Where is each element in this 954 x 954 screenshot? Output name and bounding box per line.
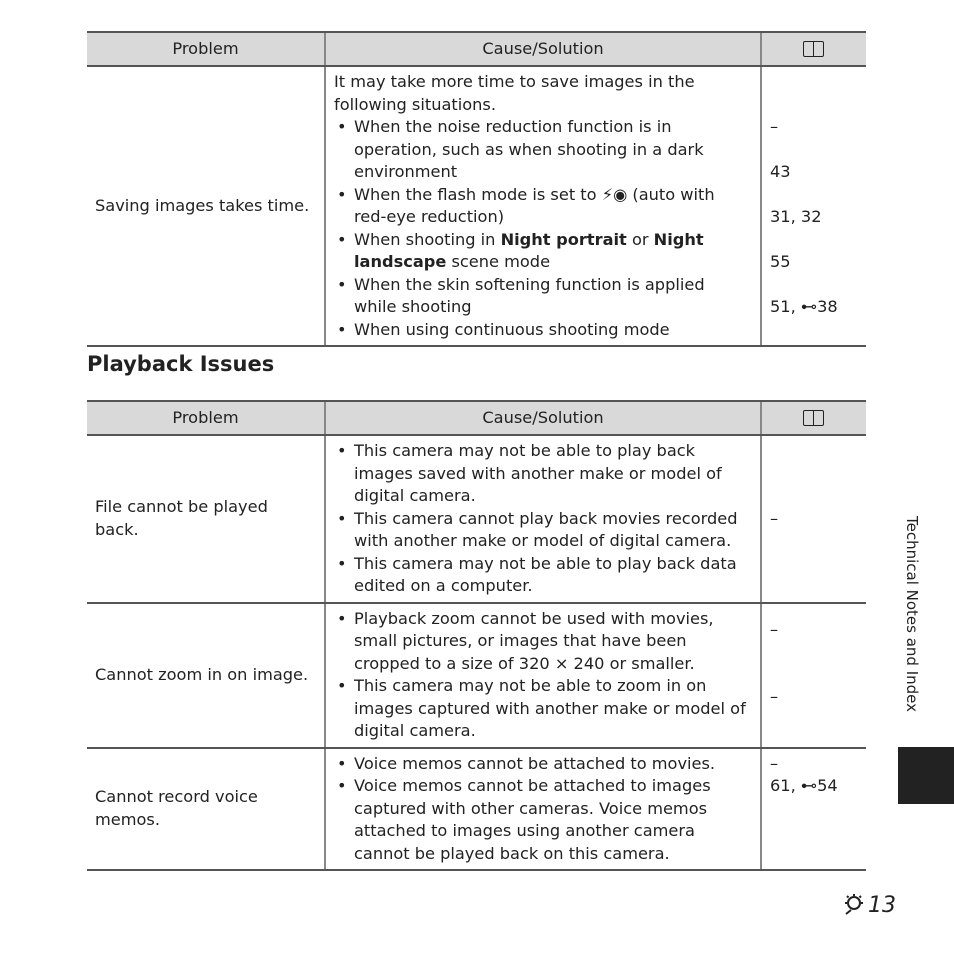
- side-section-label: Technical Notes and Index: [903, 516, 921, 713]
- page-ref: 51, ⊷38: [770, 297, 838, 316]
- list-item: • This camera may not be able to play back images saved with another make or model of digital camera.: [334, 440, 752, 508]
- header-problem: Problem: [87, 401, 325, 435]
- ref-cell: [761, 66, 866, 346]
- cause-list: [334, 440, 752, 598]
- side-tab-marker: [898, 747, 954, 804]
- item-text: When the flash mode is set to: [354, 184, 597, 204]
- list-item: • This camera cannot play back movies recorded with another make or model of digital camera.: [334, 508, 752, 553]
- item-text: scene mode: [451, 252, 551, 271]
- problem-cell: Saving images takes time.: [87, 66, 325, 346]
- page-ref: 43: [770, 162, 791, 181]
- page-ref: 61, ⊷54: [770, 776, 838, 795]
- page-ref: 55: [770, 252, 791, 271]
- table-row: [87, 66, 866, 346]
- list-item: • This camera may not be able to zoom in on images captured with another make or model of digital camera.: [334, 675, 752, 743]
- page-ref: 31, 32: [770, 207, 822, 226]
- table-row: [87, 603, 866, 748]
- cause-list: [334, 116, 752, 341]
- list-item: • This camera may not be able to play back data edited on a computer.: [334, 553, 752, 598]
- cause-list: [334, 753, 752, 866]
- troubleshooting-table-1: [87, 31, 866, 347]
- table-row: [87, 748, 866, 871]
- page-ref: –: [770, 117, 779, 136]
- technical-notes-icon: [842, 893, 868, 915]
- problem-cell: Cannot zoom in on image.: [87, 603, 325, 748]
- page-ref: –: [770, 753, 779, 773]
- list-item: [334, 184, 752, 229]
- list-item: • When using continuous shooting mode: [334, 319, 752, 342]
- ref-cell: –: [761, 435, 866, 603]
- cause-cell: [325, 748, 761, 871]
- page-ref: –: [770, 686, 779, 706]
- cause-cell: [325, 435, 761, 603]
- table-header-row: [87, 32, 866, 66]
- page-number-text: 13: [868, 893, 896, 918]
- item-text: or: [631, 229, 649, 249]
- cause-list: [334, 608, 752, 743]
- list-item: • Voice memos cannot be attached to movies.: [334, 753, 752, 776]
- list-item: • Voice memos cannot be attached to images captured with other cameras. Voice memos attached to images using another camera cannot be played back on this camera.: [334, 775, 752, 865]
- header-cause-solution: Cause/Solution: [325, 32, 761, 66]
- table-row: [87, 435, 866, 603]
- page-number: [842, 893, 896, 918]
- list-item: [334, 229, 752, 274]
- item-text: When shooting in: [354, 229, 496, 249]
- list-item: • Playback zoom cannot be used with movies, small pictures, or images that have been cropped to a size of 320 × 240 or smaller.: [334, 608, 752, 676]
- list-item: • When the skin softening function is applied while shooting: [334, 274, 752, 319]
- table-header-row: [87, 401, 866, 435]
- item-text: (auto with red-eye reduction): [354, 184, 715, 226]
- problem-cell: Cannot record voice memos.: [87, 748, 325, 871]
- section-title: Playback Issues: [87, 352, 275, 376]
- header-page-ref: [761, 32, 866, 66]
- cause-cell: [325, 66, 761, 346]
- book-icon: [803, 40, 825, 58]
- cause-cell: [325, 603, 761, 748]
- problem-cell: File cannot be played back.: [87, 435, 325, 603]
- header-page-ref: [761, 401, 866, 435]
- ref-cell: [761, 603, 866, 748]
- header-cause-solution: Cause/Solution: [325, 401, 761, 435]
- ref-cell: [761, 748, 866, 871]
- page-ref: –: [770, 619, 779, 639]
- troubleshooting-table-2: [87, 400, 866, 871]
- list-item: • When the noise reduction function is in operation, such as when shooting in a dark environment: [334, 116, 752, 184]
- scene-mode-name: Night landscape: [354, 229, 704, 271]
- intro-text: It may take more time to save images in the following situations.: [334, 72, 695, 114]
- book-icon: [803, 409, 825, 427]
- scene-mode-name: Night portrait: [500, 229, 627, 249]
- header-problem: Problem: [87, 32, 325, 66]
- flash-redeye-icon: ⚡◉: [601, 184, 628, 204]
